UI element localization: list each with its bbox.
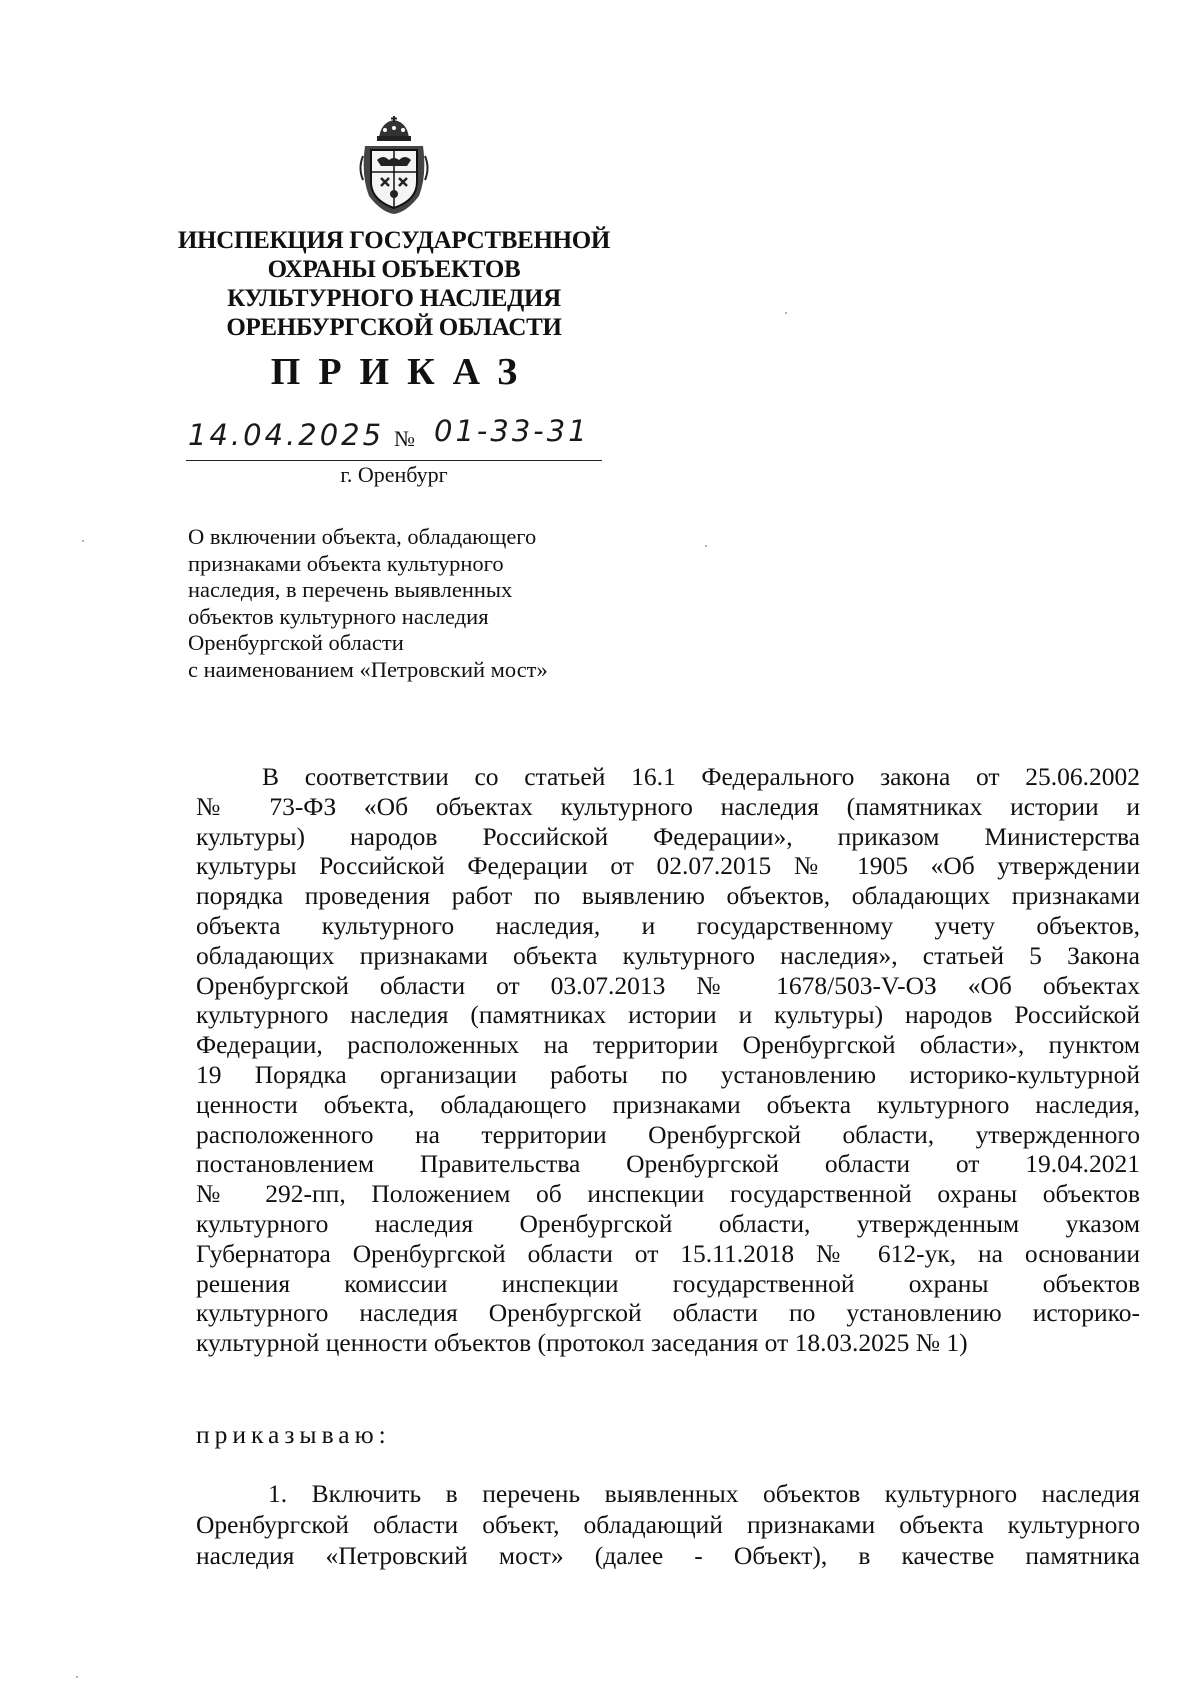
order-verb: приказываю: <box>196 1420 391 1449</box>
subject-line: с наименованием «Петровский мост» <box>188 656 548 682</box>
agency-name-line: ОРЕНБУРГСКОЙ ОБЛАСТИ <box>226 314 562 341</box>
subject-line: объектов культурного наследия <box>188 603 489 629</box>
paragraph-line: культуры) народов Российской Федерации», приказом Министерства <box>196 821 1140 851</box>
paragraph-line: культурного наследия Оренбургской области, утвержденным указом <box>196 1208 1140 1238</box>
subject-line: О включении объекта, обладающего <box>188 524 537 549</box>
agency-name-line: КУЛЬТУРНОГО НАСЛЕДИЯ <box>227 285 561 312</box>
paragraph-line: обладающих признаками объекта культурного наследия», статьей 5 Закона <box>196 940 1140 970</box>
order-subject <box>188 524 608 683</box>
paragraph-line: Оренбургской области от 03.07.2013 № 1678/503-V-ОЗ «Об объектах <box>196 970 1140 1000</box>
item-line: наследия «Петровский мост» (далее - Объект), в качестве памятника <box>196 1541 1140 1570</box>
preamble-paragraph <box>196 762 1140 1358</box>
paragraph-line: расположенного на территории Оренбургской области, утвержденного <box>196 1119 1140 1149</box>
paragraph-line: культуры Российской Федерации от 02.07.2015 № 1905 «Об утверждении <box>196 851 1140 881</box>
number-sign: № <box>394 426 415 451</box>
scan-speck <box>76 1676 78 1678</box>
scan-speck <box>82 540 84 542</box>
agency-name-line: ОХРАНЫ ОБЪЕКТОВ <box>267 256 521 283</box>
order-date-number <box>186 414 606 468</box>
paragraph-line: В соответствии со статьей 16.1 Федерального закона от 25.06.2002 <box>262 762 1140 791</box>
paragraph-line: Федерации, расположенных на территории Оренбургской области», пунктом <box>196 1030 1140 1060</box>
paragraph-line: культурной ценности объектов (протокол заседания от 18.03.2025 № 1) <box>196 1328 968 1358</box>
paragraph-line: Губернатора Оренбургской области от 15.11.2018 № 612-ук, на основании <box>196 1238 1140 1268</box>
document-type-title: ПРИКАЗ <box>270 351 536 393</box>
paragraph-line: № 73-ФЗ «Об объектах культурного наследия (памятниках истории и <box>196 791 1140 821</box>
paragraph-line: решения комиссии инспекции государственной охраны объектов <box>196 1268 1140 1298</box>
paragraph-line: культурного наследия Оренбургской области по установлению историко- <box>196 1298 1140 1328</box>
paragraph-line: ценности объекта, обладающего признаками объекта культурного наследия, <box>196 1089 1140 1119</box>
scan-speck <box>785 312 787 314</box>
item-line: 1. Включить в перечень выявленных объектов культурного наследия <box>268 1479 1140 1508</box>
paragraph-line: постановлением Правительства Оренбургской области от 19.04.2021 <box>196 1149 1140 1179</box>
subject-line: наследия, в перечень выявленных <box>188 577 513 602</box>
agency-name-line: ИНСПЕКЦИЯ ГОСУДАРСТВЕННОЙ <box>177 227 611 254</box>
agency-name <box>150 226 638 342</box>
handwritten-order-number: 01-33-31 <box>434 414 590 448</box>
paragraph-line: порядка проведения работ по выявлению объектов, обладающих признаками <box>196 881 1140 911</box>
date-number-underline <box>186 460 602 461</box>
item-line: Оренбургской области объект, обладающий признаками объекта культурного <box>196 1510 1140 1539</box>
city-label: г. Оренбург <box>340 462 448 487</box>
order-item-1 <box>196 1478 1140 1571</box>
paragraph-line: № 292-пп, Положением об инспекции государственной охраны объектов <box>196 1179 1140 1209</box>
subject-line: Оренбургской области <box>188 630 404 655</box>
paragraph-line: 19 Порядка организации работы по установлению историко-культурной <box>196 1059 1140 1089</box>
coat-of-arms-icon <box>357 116 431 216</box>
paragraph-line: культурного наследия (памятниках истории и культуры) народов Российской <box>196 1000 1140 1030</box>
handwritten-date: 14.04.2025 <box>188 418 385 452</box>
subject-line: признаками объекта культурного <box>188 550 504 576</box>
scan-speck <box>705 545 707 547</box>
paragraph-line: объекта культурного наследия, и государственному учету объектов, <box>196 910 1140 940</box>
